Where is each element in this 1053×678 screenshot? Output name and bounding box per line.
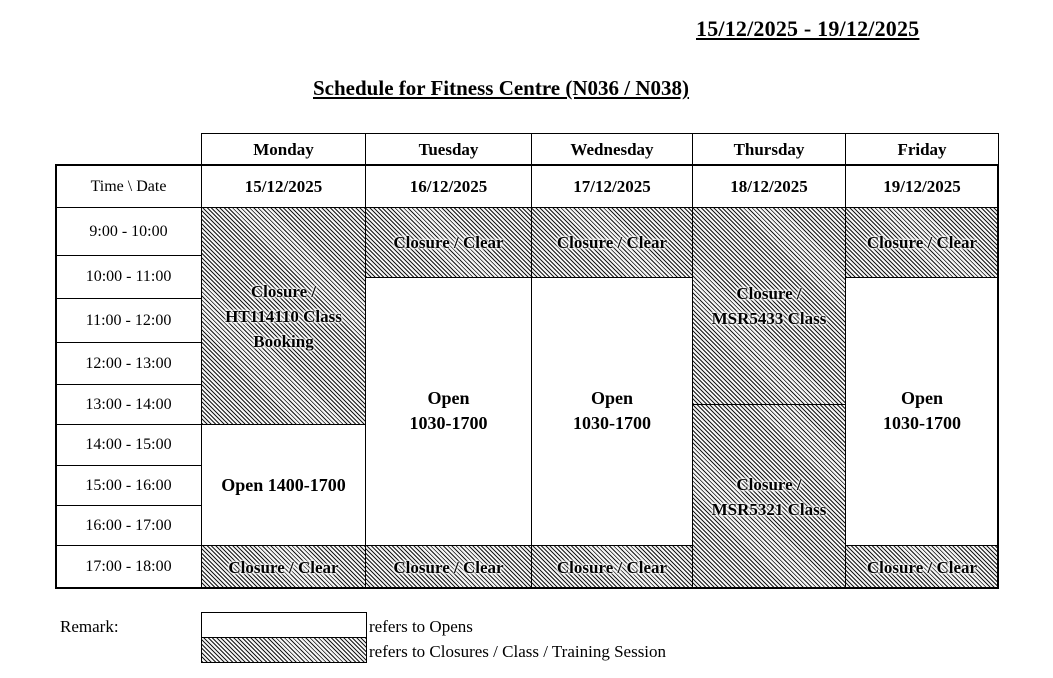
day-date: 16/12/2025 [409, 176, 488, 196]
closure-block [201, 545, 366, 589]
block-text-line: Open 1400-1700 [221, 474, 346, 495]
page-title: Schedule for Fitness Centre (N036 / N038) [313, 76, 690, 100]
block-text [387, 230, 509, 255]
date-header-cell [845, 165, 999, 208]
date-header-cell [531, 165, 693, 208]
block-text-line: Closure / [250, 281, 317, 301]
block-text [706, 472, 833, 522]
block-text [387, 555, 509, 580]
time-slot-cell [55, 342, 202, 385]
block-text [877, 386, 967, 436]
day-date: 17/12/2025 [573, 176, 651, 196]
open-block [365, 277, 532, 547]
time-slot-label: 11:00 - 12:00 [85, 311, 172, 329]
time-slot-label: 10:00 - 11:00 [85, 268, 172, 285]
time-slot-cell [55, 255, 202, 299]
open-block [531, 277, 693, 547]
block-text-line: Open [900, 388, 943, 409]
block-text-line: Closure / Clear [393, 232, 504, 252]
open-block [201, 424, 366, 546]
closure-block [692, 207, 846, 405]
block-text-line: 1030-1700 [883, 413, 961, 434]
day-date: 15/12/2025 [244, 176, 323, 196]
block-text-line: Open [427, 388, 470, 409]
day-name: Friday [897, 139, 947, 159]
block-text-line: Closure / [736, 284, 802, 303]
date-header-cell [365, 165, 532, 208]
closure-block [845, 545, 999, 589]
day-name: Thursday [733, 139, 805, 159]
closure-block [845, 207, 999, 278]
corner-cell [55, 165, 202, 208]
block-text-line: Closure / Clear [556, 232, 668, 252]
closure-block [531, 207, 693, 278]
block-text [219, 279, 348, 354]
day-name: Tuesday [418, 139, 479, 159]
closure-block [201, 207, 366, 425]
closure-block [365, 545, 532, 589]
block-text-line: MSR5433 Class [711, 309, 827, 328]
legend-closure-swatch [201, 637, 367, 663]
time-slot-cell [55, 465, 202, 506]
block-text [861, 230, 983, 255]
time-slot-label: 17:00 - 18:00 [85, 558, 172, 575]
legend-closure-text: refers to Closures / Class / Training Session [369, 642, 667, 661]
block-text [706, 281, 833, 331]
time-slot-label: 14:00 - 15:00 [85, 436, 172, 453]
date-header-cell [201, 165, 366, 208]
open-block [845, 277, 999, 547]
remark-label: Remark: [60, 617, 119, 636]
block-text [215, 473, 352, 498]
block-text-line: Open [590, 388, 633, 409]
block-text-line: 1030-1700 [573, 413, 651, 434]
time-slot-cell [55, 207, 202, 256]
time-slot-cell [55, 505, 202, 546]
block-text-line: Closure / [736, 474, 802, 494]
day-date: 18/12/2025 [730, 176, 808, 196]
day-name: Wednesday [570, 139, 654, 159]
legend-open-swatch [201, 612, 367, 638]
block-text [222, 555, 344, 580]
day-header-cell [845, 133, 999, 166]
time-slot-label: 12:00 - 13:00 [85, 354, 172, 372]
time-slot-cell [55, 298, 202, 343]
block-text-line: Closure / Clear [866, 557, 978, 577]
block-text [551, 555, 673, 580]
block-text-line: Closure / Clear [556, 557, 668, 577]
closure-block [692, 404, 846, 589]
block-text [551, 230, 673, 255]
time-slot-cell [55, 545, 202, 589]
block-text-line: MSR5321 Class [711, 499, 827, 519]
day-header-cell [201, 133, 366, 166]
day-header-cell [365, 133, 532, 166]
block-text [567, 386, 657, 436]
block-text-line: Closure / Clear [866, 232, 978, 252]
block-text-line: Closure / Clear [393, 557, 504, 577]
day-header-cell [692, 133, 846, 166]
time-slot-label: 9:00 - 10:00 [89, 222, 168, 240]
corner-label: Time \ Date [90, 177, 167, 195]
block-text-line: 1030-1700 [409, 413, 488, 434]
block-text-line: Booking [253, 331, 314, 351]
block-text-line: Closure / Clear [228, 557, 339, 577]
date-range: 15/12/2025 - 19/12/2025 [696, 16, 920, 41]
time-slot-label: 15:00 - 16:00 [85, 476, 172, 494]
time-slot-label: 13:00 - 14:00 [85, 395, 172, 413]
block-text [861, 555, 983, 580]
block-text [404, 386, 494, 436]
day-name: Monday [253, 139, 314, 159]
time-slot-label: 16:00 - 17:00 [85, 516, 172, 534]
block-text-line: HT114110 Class [225, 306, 342, 326]
time-slot-cell [55, 384, 202, 425]
day-header-cell [531, 133, 693, 166]
legend-open-text: refers to Opens [369, 617, 473, 636]
time-slot-cell [55, 424, 202, 466]
closure-block [531, 545, 693, 589]
date-header-cell [692, 165, 846, 208]
day-date: 19/12/2025 [883, 176, 961, 196]
closure-block [365, 207, 532, 278]
